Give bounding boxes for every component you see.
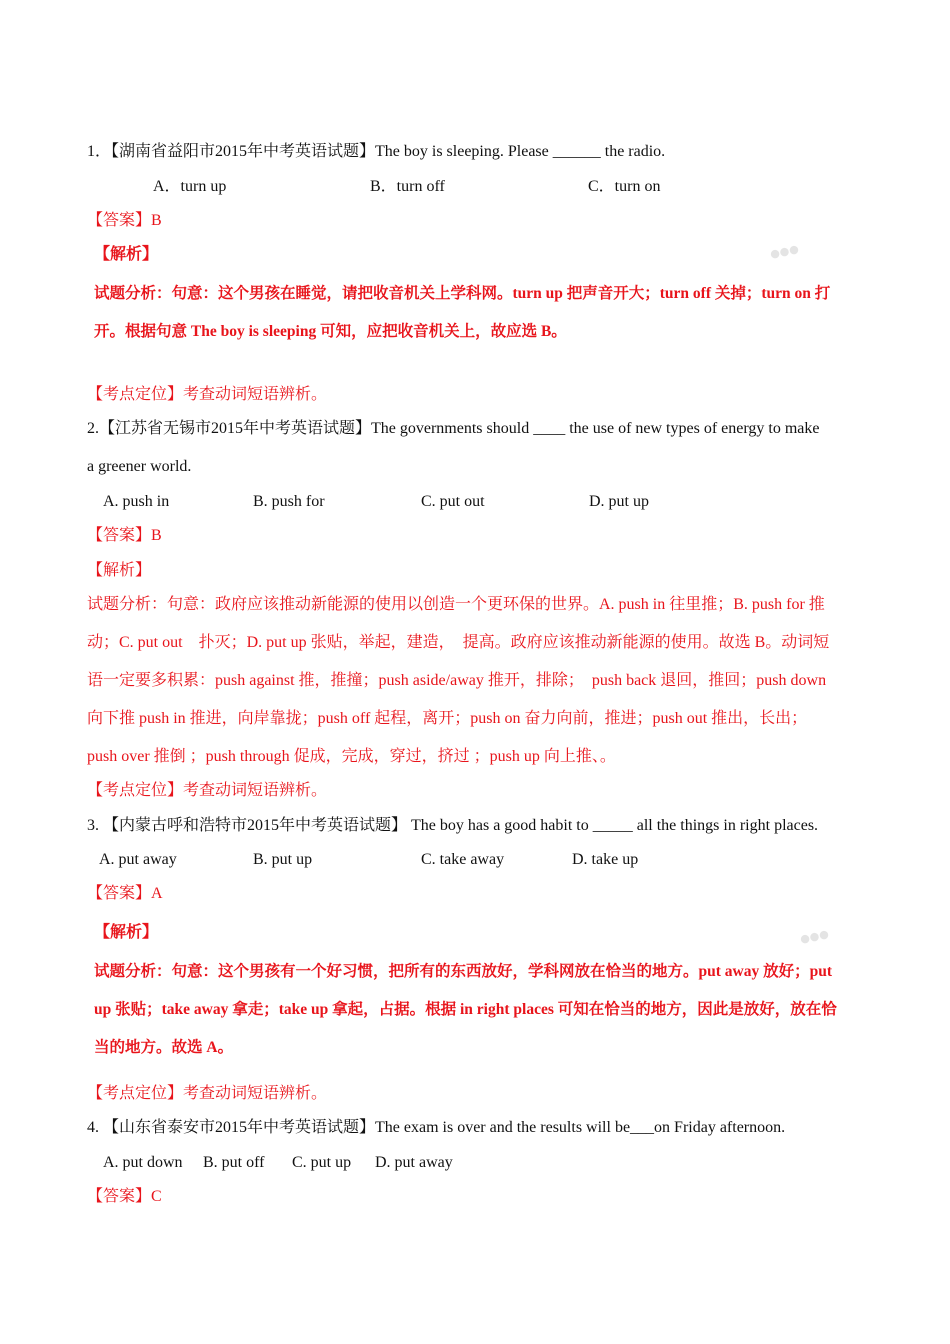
question-2-analysis-line: 动；C. put out 扑灭；D. put up 张贴，举起，建造， 提高。政府应该推动新能源的使用。故选 B。动词短 xyxy=(87,634,830,651)
question-1-option-c: C．turn on xyxy=(588,178,661,195)
question-4-option-d: D. put away xyxy=(375,1154,453,1171)
question-1-analysis-line: 试题分析：句意：这个男孩在睡觉，请把收音机关上学科网。turn up 把声音开大；turn off 关掉；turn on 打 xyxy=(94,285,831,302)
question-2-option-c: C. put out xyxy=(421,493,485,510)
question-4-answer: 【答案】C xyxy=(87,1188,162,1205)
question-3-analysis-label: 【解析】 xyxy=(94,924,159,941)
question-2-analysis-line: 语一定要多积累：push against 推，推撞；push aside/away 推开，排除； push back 退回，推回；push down xyxy=(87,672,827,689)
question-2-analysis-line: 试题分析：句意：政府应该推动新能源的使用以创造一个更环保的世界。A. push in 往里推；B. push for 推 xyxy=(87,596,825,613)
question-3-option-a: A. put away xyxy=(99,851,177,868)
question-3-point: 【考点定位】考查动词短语辨析。 xyxy=(87,1085,328,1102)
question-1-stem: 1．【湖南省益阳市2015年中考英语试题】The boy is sleeping. Please ______ the radio. xyxy=(87,143,666,160)
question-1-analysis-label: 【解析】 xyxy=(94,246,159,263)
question-3-option-c: C. take away xyxy=(421,851,505,868)
question-2-point: 【考点定位】考查动词短语辨析。 xyxy=(87,782,328,799)
question-4-option-c: C. put up xyxy=(292,1154,352,1171)
question-3-option-b: B. put up xyxy=(253,851,313,868)
question-3-analysis-line: up 张贴；take away 拿走；take up 拿起，占据。根据 in right places 可知在恰当的地方，因此是放好，放在恰 xyxy=(94,1001,837,1018)
question-1-option-b: B．turn off xyxy=(370,178,445,195)
question-2-analysis-label: 【解析】 xyxy=(87,562,152,579)
watermark-logo: ●●● xyxy=(768,242,800,261)
question-4-option-a: A. put down xyxy=(103,1154,183,1171)
question-2-option-d: D. put up xyxy=(589,493,649,510)
question-2-option-a: A. push in xyxy=(103,493,170,510)
question-2-answer: 【答案】B xyxy=(87,527,162,544)
question-1-analysis-line: 开。根据句意 The boy is sleeping 可知，应把收音机关上，故应选 B。 xyxy=(94,323,567,340)
question-4-stem: 4. 【山东省泰安市2015年中考英语试题】The exam is over and the results will be___on Friday afternoon. xyxy=(87,1119,786,1136)
question-3-option-d: D. take up xyxy=(572,851,639,868)
question-2-analysis-line: 向下推 push in 推进，向岸靠拢；push off 起程，离开；push on 奋力向前，推进；push out 推出，长出； xyxy=(87,710,808,727)
question-1-point: 【考点定位】考查动词短语辨析。 xyxy=(87,386,328,403)
question-2-stem: 2.【江苏省无锡市2015年中考英语试题】The governments should ____ the use of new types of energy to make xyxy=(87,420,820,437)
question-2-analysis-line: push over 推倒 ；push through 促成，完成，穿过，挤过 ；push up 向上推、。 xyxy=(87,748,616,765)
question-3-stem: 3. 【内蒙古呼和浩特市2015年中考英语试题】 The boy has a good habit to _____ all the things in right places. xyxy=(87,817,819,834)
question-1-option-a: A．turn up xyxy=(153,178,227,195)
question-1-answer: 【答案】B xyxy=(87,212,162,229)
question-4-option-b: B. put off xyxy=(203,1154,265,1171)
question-3-answer: 【答案】A xyxy=(87,885,163,902)
question-3-analysis-line: 当的地方。故选 A。 xyxy=(94,1039,234,1056)
question-2-stem-cont: a greener world. xyxy=(87,458,192,475)
question-2-option-b: B. push for xyxy=(253,493,325,510)
question-3-analysis-line: 试题分析：句意：这个男孩有一个好习惯，把所有的东西放好，学科网放在恰当的地方。put away 放好；put xyxy=(94,963,833,980)
watermark-logo: ●●● xyxy=(798,927,830,946)
